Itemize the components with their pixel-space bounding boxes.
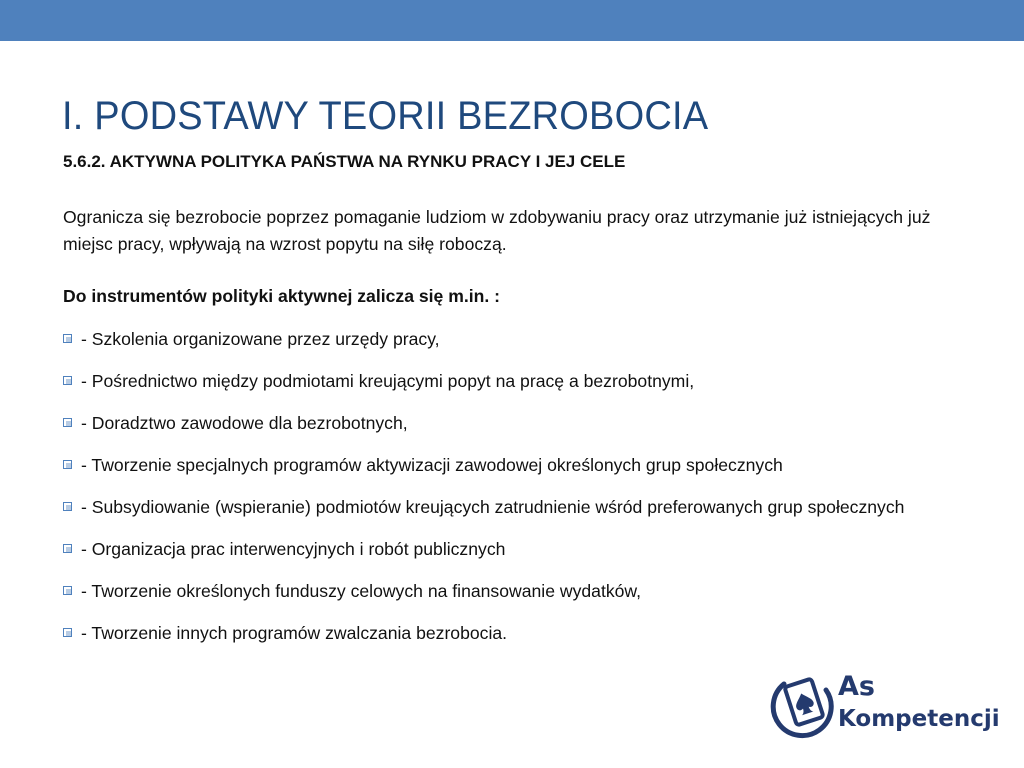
square-bullet-icon [63, 502, 72, 511]
list-item-text: - Tworzenie specjalnych programów aktywizacji zawodowej określonych grup społecznych [81, 455, 783, 475]
slide-title: I. PODSTAWY TEORII BEZROBOCIA [62, 94, 709, 139]
list-item-text: - Subsydiowanie (wspieranie) podmiotów kreujących zatrudnienie wśród preferowanych grup społecznych [81, 497, 905, 517]
square-bullet-icon [63, 334, 72, 343]
list-item [63, 402, 983, 444]
list-item-text: - Tworzenie określonych funduszy celowych na finansowanie wydatków, [81, 581, 642, 601]
square-bullet-icon [63, 628, 72, 637]
list-item [63, 360, 983, 402]
square-bullet-icon [63, 586, 72, 595]
square-bullet-icon [63, 460, 72, 469]
list-item [63, 318, 983, 360]
list-item-text: - Tworzenie innych programów zwalczania bezrobocia. [81, 623, 508, 643]
list-item [63, 528, 983, 570]
list-item [63, 486, 983, 528]
list-item [63, 570, 983, 612]
square-bullet-icon [63, 418, 72, 427]
instruments-heading: Do instrumentów polityki aktywnej zalicza się m.in. : [63, 286, 501, 306]
logo-text-kompetencji: Kompetencji [838, 706, 1000, 732]
card-spade-icon [770, 664, 836, 744]
list-item-text: - Szkolenia organizowane przez urzędy pracy, [81, 329, 440, 349]
list-item-text: - Doradztwo zawodowe dla bezrobotnych, [81, 413, 408, 433]
square-bullet-icon [63, 544, 72, 553]
list-item [63, 444, 983, 486]
section-subtitle: 5.6.2. AKTYWNA POLITYKA PAŃSTWA NA RYNKU PRACY I JEJ CELE [63, 152, 626, 171]
list-item [63, 612, 983, 654]
list-item-text: - Pośrednictwo między podmiotami kreującymi popyt na pracę a bezrobotnymi, [81, 371, 695, 391]
top-accent-bar [0, 0, 1024, 41]
instrument-list [63, 318, 983, 654]
intro-paragraph: Ogranicza się bezrobocie poprzez pomaganie ludziom w zdobywaniu pracy oraz utrzymanie już istniejących już miejsc pracy, wpływają na wzrost popytu na siłę roboczą. [63, 207, 931, 254]
logo-text-as: As [838, 671, 875, 702]
square-bullet-icon [63, 376, 72, 385]
as-kompetencji-logo[interactable] [770, 664, 1000, 746]
list-item-text: - Organizacja prac interwencyjnych i robót publicznych [81, 539, 506, 559]
